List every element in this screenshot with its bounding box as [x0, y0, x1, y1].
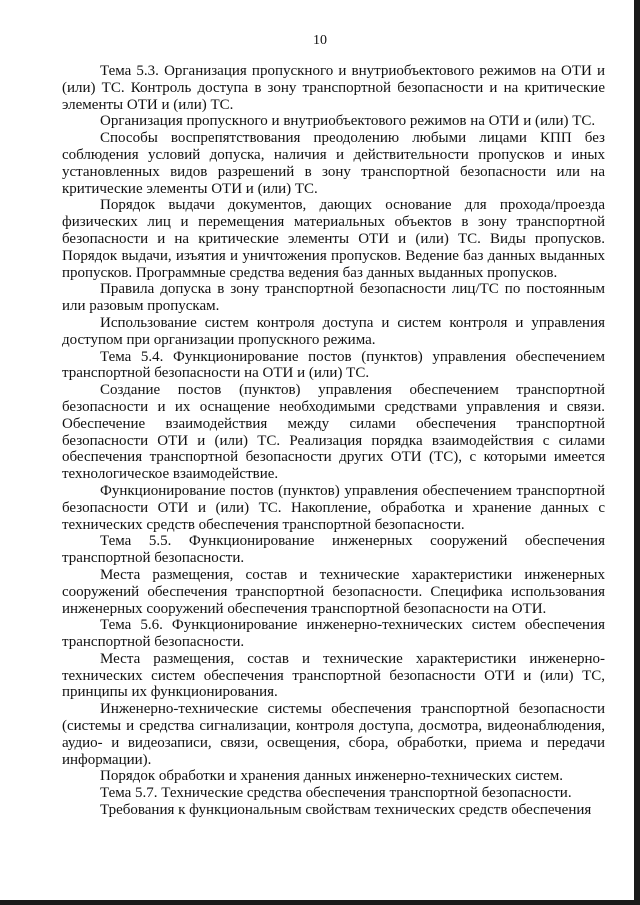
topic-heading-5-7: Тема 5.7. Технические средства обеспечения транспортной безопасности. — [100, 785, 572, 802]
scan-edge-right — [634, 0, 640, 905]
paragraph: Создание постов (пунктов) управления обеспечением транспортной безопасности и их оснащение необходимыми средствами управления и связи. Обеспечение взаимодействия между силами обеспечения транспортной безопасности ОТИ и (или) ТС. Реализация порядка взаимодействия с силами обеспечения транспортной безопасности других ОТИ (ТС), с которыми имеется технологическое взаимодействие. — [62, 382, 605, 483]
paragraph: Порядок выдачи документов, дающих основание для прохода/проезда физических лиц и перемещения материальных объектов в зону транспортной безопасности и на критические элементы ОТИ и (или) ТС. Виды пропусков. Порядок выдачи, изъятия и уничтожения пропусков. Ведение баз данных выданных пропусков. Программные средства ведения баз данных выданных пропусков. — [62, 197, 605, 281]
paragraph: Правила допуска в зону транспортной безопасности лиц/ТС по постоянным или разовым пропускам. — [62, 281, 605, 315]
topic-heading-5-6: Тема 5.6. Функционирование инженерно-технических систем обеспечения транспортной безопасности. — [62, 617, 605, 651]
paragraph: Способы воспрепятствования преодолению любыми лицами КПП без соблюдения условий допуска, наличия и действительности пропусков и иных установленных видов разрешений в зону транспортной безопасности или на критические элементы ОТИ и (или) ТС. — [62, 130, 605, 197]
page-number: 10 — [313, 33, 327, 48]
topic-heading-5-4: Тема 5.4. Функционирование постов (пунктов) управления обеспечением транспортной безопасности на ОТИ и (или) ТС. — [62, 348, 605, 382]
paragraph: Порядок обработки и хранения данных инженерно-технических систем. — [100, 768, 563, 785]
topic-heading-5-3: Тема 5.3. Организация пропускного и внутриобъектового режимов на ОТИ и (или) ТС. Контроль доступа в зону транспортной безопасности и на критические элементы ОТИ и (или) ТС. — [62, 63, 605, 113]
paragraph: Места размещения, состав и технические характеристики инженерных сооружений обеспечения транспортной безопасности. Специфика использования инженерных сооружений обеспечения транспортной безопасности на ОТИ. — [62, 566, 605, 617]
paragraph: Инженерно-технические системы обеспечения транспортной безопасности (системы и средства сигнализации, контроля доступа, досмотра, видеонаблюдения, аудио- и видеозаписи, связи, освещения, сбора, обработки, приема и передачи информации). — [62, 701, 605, 768]
paragraph: Требования к функциональным свойствам технических средств обеспечения — [100, 802, 592, 819]
paragraph: Организация пропускного и внутриобъектового режимов на ОТИ и (или) ТС. — [100, 113, 596, 130]
document-body — [62, 63, 605, 819]
paragraph: Использование систем контроля доступа и систем контроля и управления доступом при организации пропускного режима. — [62, 314, 605, 348]
scan-edge-bottom — [0, 900, 640, 905]
paragraph: Функционирование постов (пунктов) управления обеспечением транспортной безопасности ОТИ и (или) ТС. Накопление, обработка и хранение данных с технических средств обеспечения транспортной безопасности. — [62, 482, 605, 533]
paragraph: Места размещения, состав и технические характеристики инженерно-технических систем обеспечения транспортной безопасности ОТИ и (или) ТС, принципы их функционирования. — [62, 650, 605, 701]
topic-heading-5-5: Тема 5.5. Функционирование инженерных сооружений обеспечения транспортной безопасности. — [62, 533, 605, 567]
